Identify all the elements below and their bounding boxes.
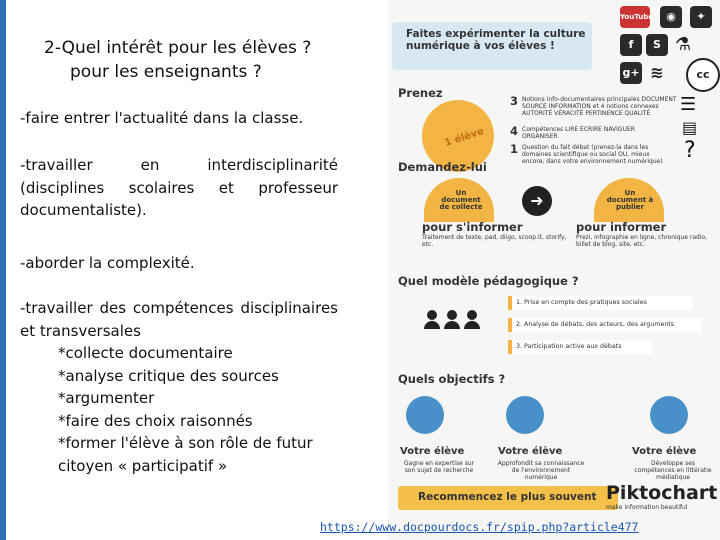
- question-icon: ?: [684, 138, 696, 163]
- modele-step-1: 1. Prise en compte des pratiques sociales: [508, 296, 692, 310]
- infographic-header-text: Faites expérimenter la culture numérique à vos élèves !: [406, 28, 586, 52]
- modele-step-2: 2. Analyse de débats, des acteurs, des arguments: [508, 318, 702, 332]
- microscope-icon: ⚗: [674, 34, 692, 55]
- clipboard-icon: ▤: [682, 118, 698, 137]
- list-num-4: 4: [510, 124, 519, 138]
- un-eleve-label: 1 élève: [443, 125, 486, 150]
- point-interdisciplinarite: -travailler en interdisciplinarité (disciplines scolaires et professeur documentaliste).: [20, 156, 338, 219]
- recommencez-text: Recommencez le plus souvent: [418, 491, 597, 503]
- eleve-1-title: Votre élève: [400, 446, 465, 457]
- competence-item: *former l'élève à son rôle de futur citoyen « participatif »: [58, 434, 313, 475]
- eleve-2-title: Votre élève: [498, 446, 563, 457]
- arrow-right-icon: ➜: [522, 186, 552, 216]
- demandez-heading: Demandez-lui: [398, 160, 487, 174]
- competence-item: *collecte documentaire: [58, 344, 233, 362]
- chat-bubbles-icon: ☰: [680, 94, 697, 115]
- piktochart-logo: Piktochart: [606, 482, 718, 504]
- competence-item: *faire des choix raisonnés: [58, 411, 253, 430]
- infographic-header: [392, 22, 592, 70]
- eleve-2-avatar: [506, 396, 544, 434]
- doc-publier-label: Un document à publier: [606, 189, 654, 211]
- slide-accent-bar: [0, 0, 6, 540]
- competences-lead: -travailler des compétences disciplinaires et transversales: [20, 299, 338, 340]
- wifi-icon: ≋: [650, 63, 664, 82]
- slide-title: [44, 36, 374, 84]
- facebook-icon: f: [620, 34, 642, 56]
- objectifs-heading: Quels objectifs ?: [398, 372, 506, 386]
- eleve-3-title: Votre élève: [632, 446, 697, 457]
- twitter-icon: ✦: [690, 6, 712, 28]
- modele-step-3: 3. Participation active aux débats: [508, 340, 652, 354]
- pour-informer-heading: pour informer: [576, 220, 667, 234]
- eleve-1-avatar: [406, 396, 444, 434]
- modele-heading: Quel modèle pédagogique ?: [398, 274, 579, 288]
- list-num-1: 1: [510, 142, 519, 156]
- pour-informer-tools: Prezi, infographie en ligne, chronique radio, billet de blog, site, etc.: [576, 234, 708, 248]
- list-text-3: Notions info-documentaires principales DOCUMENT SOURCE INFORMATION et 4 notions connexes AUTORITÉ VÉRACITÉ PERTINENCE QUALITÉ: [522, 96, 677, 117]
- point-actualite: -faire entrer l'actualité dans la classe.: [20, 109, 304, 127]
- eleve-2-text: Approfondit sa connaissance de l'environnement numérique: [497, 460, 585, 481]
- list-text-1: Question du fait débat (prenez-la dans les domaines scientifique ou social OU, mieux encore, dans votre environnement numérique): [522, 144, 663, 165]
- list-text-4: Compétences LIRE ÉCRIRE NAVIGUER ORGANISER: [522, 126, 635, 140]
- infographic: [388, 0, 720, 540]
- eleve-1-text: Gagne en expertise sur son sujet de recherche: [403, 460, 475, 474]
- piktochart-tagline: make information beautiful: [606, 504, 688, 511]
- list-num-3: 3: [510, 94, 519, 108]
- competence-item: *analyse critique des sources: [58, 366, 279, 385]
- rss-icon: ◉: [660, 6, 682, 28]
- skype-icon: S: [646, 34, 668, 56]
- creative-commons-icon: cc: [686, 58, 720, 92]
- prenez-heading: Prenez: [398, 86, 443, 100]
- source-link[interactable]: https://www.docpourdocs.fr/spip.php?article477: [320, 520, 639, 534]
- point-competences: [20, 297, 338, 477]
- point-complexite: -aborder la complexité.: [20, 254, 195, 272]
- pour-sinformer-tools: Traitement de texte, pad, diigo, scoop.it, storify, etc.: [422, 234, 567, 248]
- google-plus-icon: g+: [620, 62, 642, 84]
- competence-item: *argumenter: [58, 389, 155, 407]
- doc-collecte-label: Un document de collecte: [439, 189, 483, 211]
- eleve-3-text: Développe ses compétences en littératie médiatique: [634, 460, 712, 481]
- pour-sinformer-heading: pour s'informer: [422, 220, 523, 234]
- title-line-2: pour les enseignants ?: [70, 62, 262, 82]
- recommencez-banner: [398, 486, 618, 510]
- eleve-3-avatar: [650, 396, 688, 434]
- youtube-icon: YouTube: [620, 6, 650, 28]
- title-line-1: 2-Quel intérêt pour les élèves ?: [44, 38, 312, 58]
